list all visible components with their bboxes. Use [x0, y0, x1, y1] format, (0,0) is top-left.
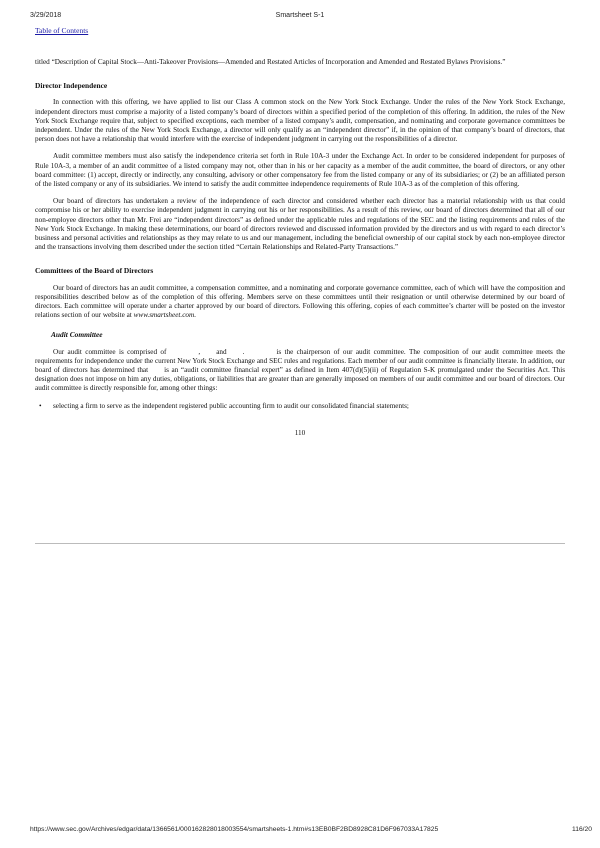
audit-text-d: . — [242, 347, 245, 356]
document-body — [35, 58, 565, 438]
intro-paragraph: titled “Description of Capital Stock—Anti-Takeover Provisions—Amended and Restated Articles of Incorporation and Amended and Restated Bylaws Provisions.” — [35, 58, 506, 66]
audit-text-f: is an “audit committee financial expert” as defined in Item 407(d)(5)(ii) of Regulation S-K promulgated under the Securities Act. This designation does not impose on him any duties, obligations, or liabilities that are greater than are generally imposed on members of our audit committee and our board of directors. Our audit committee is directly responsible for, among other things: — [35, 366, 565, 393]
footer-page: 116/20 — [572, 826, 592, 833]
director-independence-heading: Director Independence — [35, 81, 108, 91]
audit-committee-paragraph — [35, 348, 565, 394]
committees-end: . — [194, 311, 196, 320]
header-title: Smartsheet S-1 — [275, 12, 325, 19]
audit-text-b: , — [198, 347, 201, 356]
committees-paragraph — [35, 284, 565, 321]
bullet-text: selecting a firm to serve as the independent registered public accounting firm to audit our consolidated financial statements; — [53, 401, 409, 410]
director-independence-paragraph-2: Audit committee members must also satisfy the independence criteria set forth in Rule 10A-3 under the Exchange Act. In order to be considered independent for purposes of Rule 10A-3, a member of an audit committee of a listed company may not, other than in his or her capacity as a member of the audit committee, the board of directors, or any other board committee: (1) accept, directly or indirectly, any consulting, advisory or other compensatory fee from the listed company or any of its subsidiaries; or (2) be an affiliated person of the listed company or any of its subsidiaries. We intend to satisfy the audit committee independence requirements of Rule 10A-3 as of the completion of this offering. — [35, 152, 565, 189]
page-number: 110 — [294, 428, 306, 437]
audit-text-a: Our audit committee is comprised of — [53, 347, 167, 356]
audit-text-e: is the chairperson of our audit committee. The composition of our audit committee meets the requirements for independence under the current New York Stock Exchange and SEC rules and regulations. Each member of our audit committee is financially literate. In addition, our board of directors has determined that — [35, 347, 565, 375]
website-text: www.smartsheet.com — [133, 311, 195, 320]
committees-text: Our board of directors has an audit committee, a compensation committee, and a nominating and corporate governance committee, each of which will have the composition and responsibilities described below as of the completion of this offering. Members serve on these committees until their resignation or until otherwise determined by our board of directors. Each committee will operate under a charter approved by our board of directors. Following this offering, copies of each committee’s charter will be posted on the investor relations section of our website at — [35, 283, 565, 320]
footer-url: https://www.sec.gov/Archives/edgar/data/1366561/000162828018003554/smartsheets-1.htm#s13EB0BF2BD8928C81D6F967033A17825 — [30, 826, 439, 833]
director-independence-paragraph-3: Our board of directors has undertaken a review of the independence of each director and considered whether each director has a material relationship with us that could compromise his or her ability to exercise independent judgment in carrying out his or her responsibilities. As a result of this review, our board of directors determined that all of our non-employee directors other than Mr. Frei are “independent directors” as defined under the applicable rules and regulations of the SEC and the listing requirements and rules of the New York Stock Exchange. In making these determinations, our board of directors reviewed and discussed information provided by the directors and us with regard to each director’s business and personal activities and relationships as they may relate to us and our management, including the beneficial ownership of our capital stock by each non-employee director and the transactions involving them described under the section titled “Certain Relationships and Related-Party Transactions.” — [35, 197, 565, 252]
table-of-contents-link[interactable]: Table of Contents — [35, 26, 89, 35]
audit-committee-heading: Audit Committee — [51, 330, 103, 340]
divider — [35, 543, 565, 544]
list-item — [35, 402, 565, 411]
header-date: 3/29/2018 — [30, 12, 62, 19]
committees-heading: Committees of the Board of Directors — [35, 266, 154, 276]
audit-text-c: and — [216, 347, 227, 356]
director-independence-paragraph-1: In connection with this offering, we have applied to list our Class A common stock on the New York Stock Exchange. Under the rules of the New York Stock Exchange, independent directors must comprise a majority of a listed company’s board of directors within a specified period of the completion of this offering. In addition, the rules of the New York Stock Exchange require that, subject to specified exceptions, each member of a listed company’s audit, compensation, and nominating and corporate governance committees be independent. Under the rules of the New York Stock Exchange, a director will only qualify as an “independent director” if, in the opinion of that company’s board of directors, that person does not have a relationship that would interfere with the exercise of independent judgment in carrying out the responsibilities of a director. — [35, 98, 565, 144]
bullet-icon: • — [39, 401, 42, 410]
